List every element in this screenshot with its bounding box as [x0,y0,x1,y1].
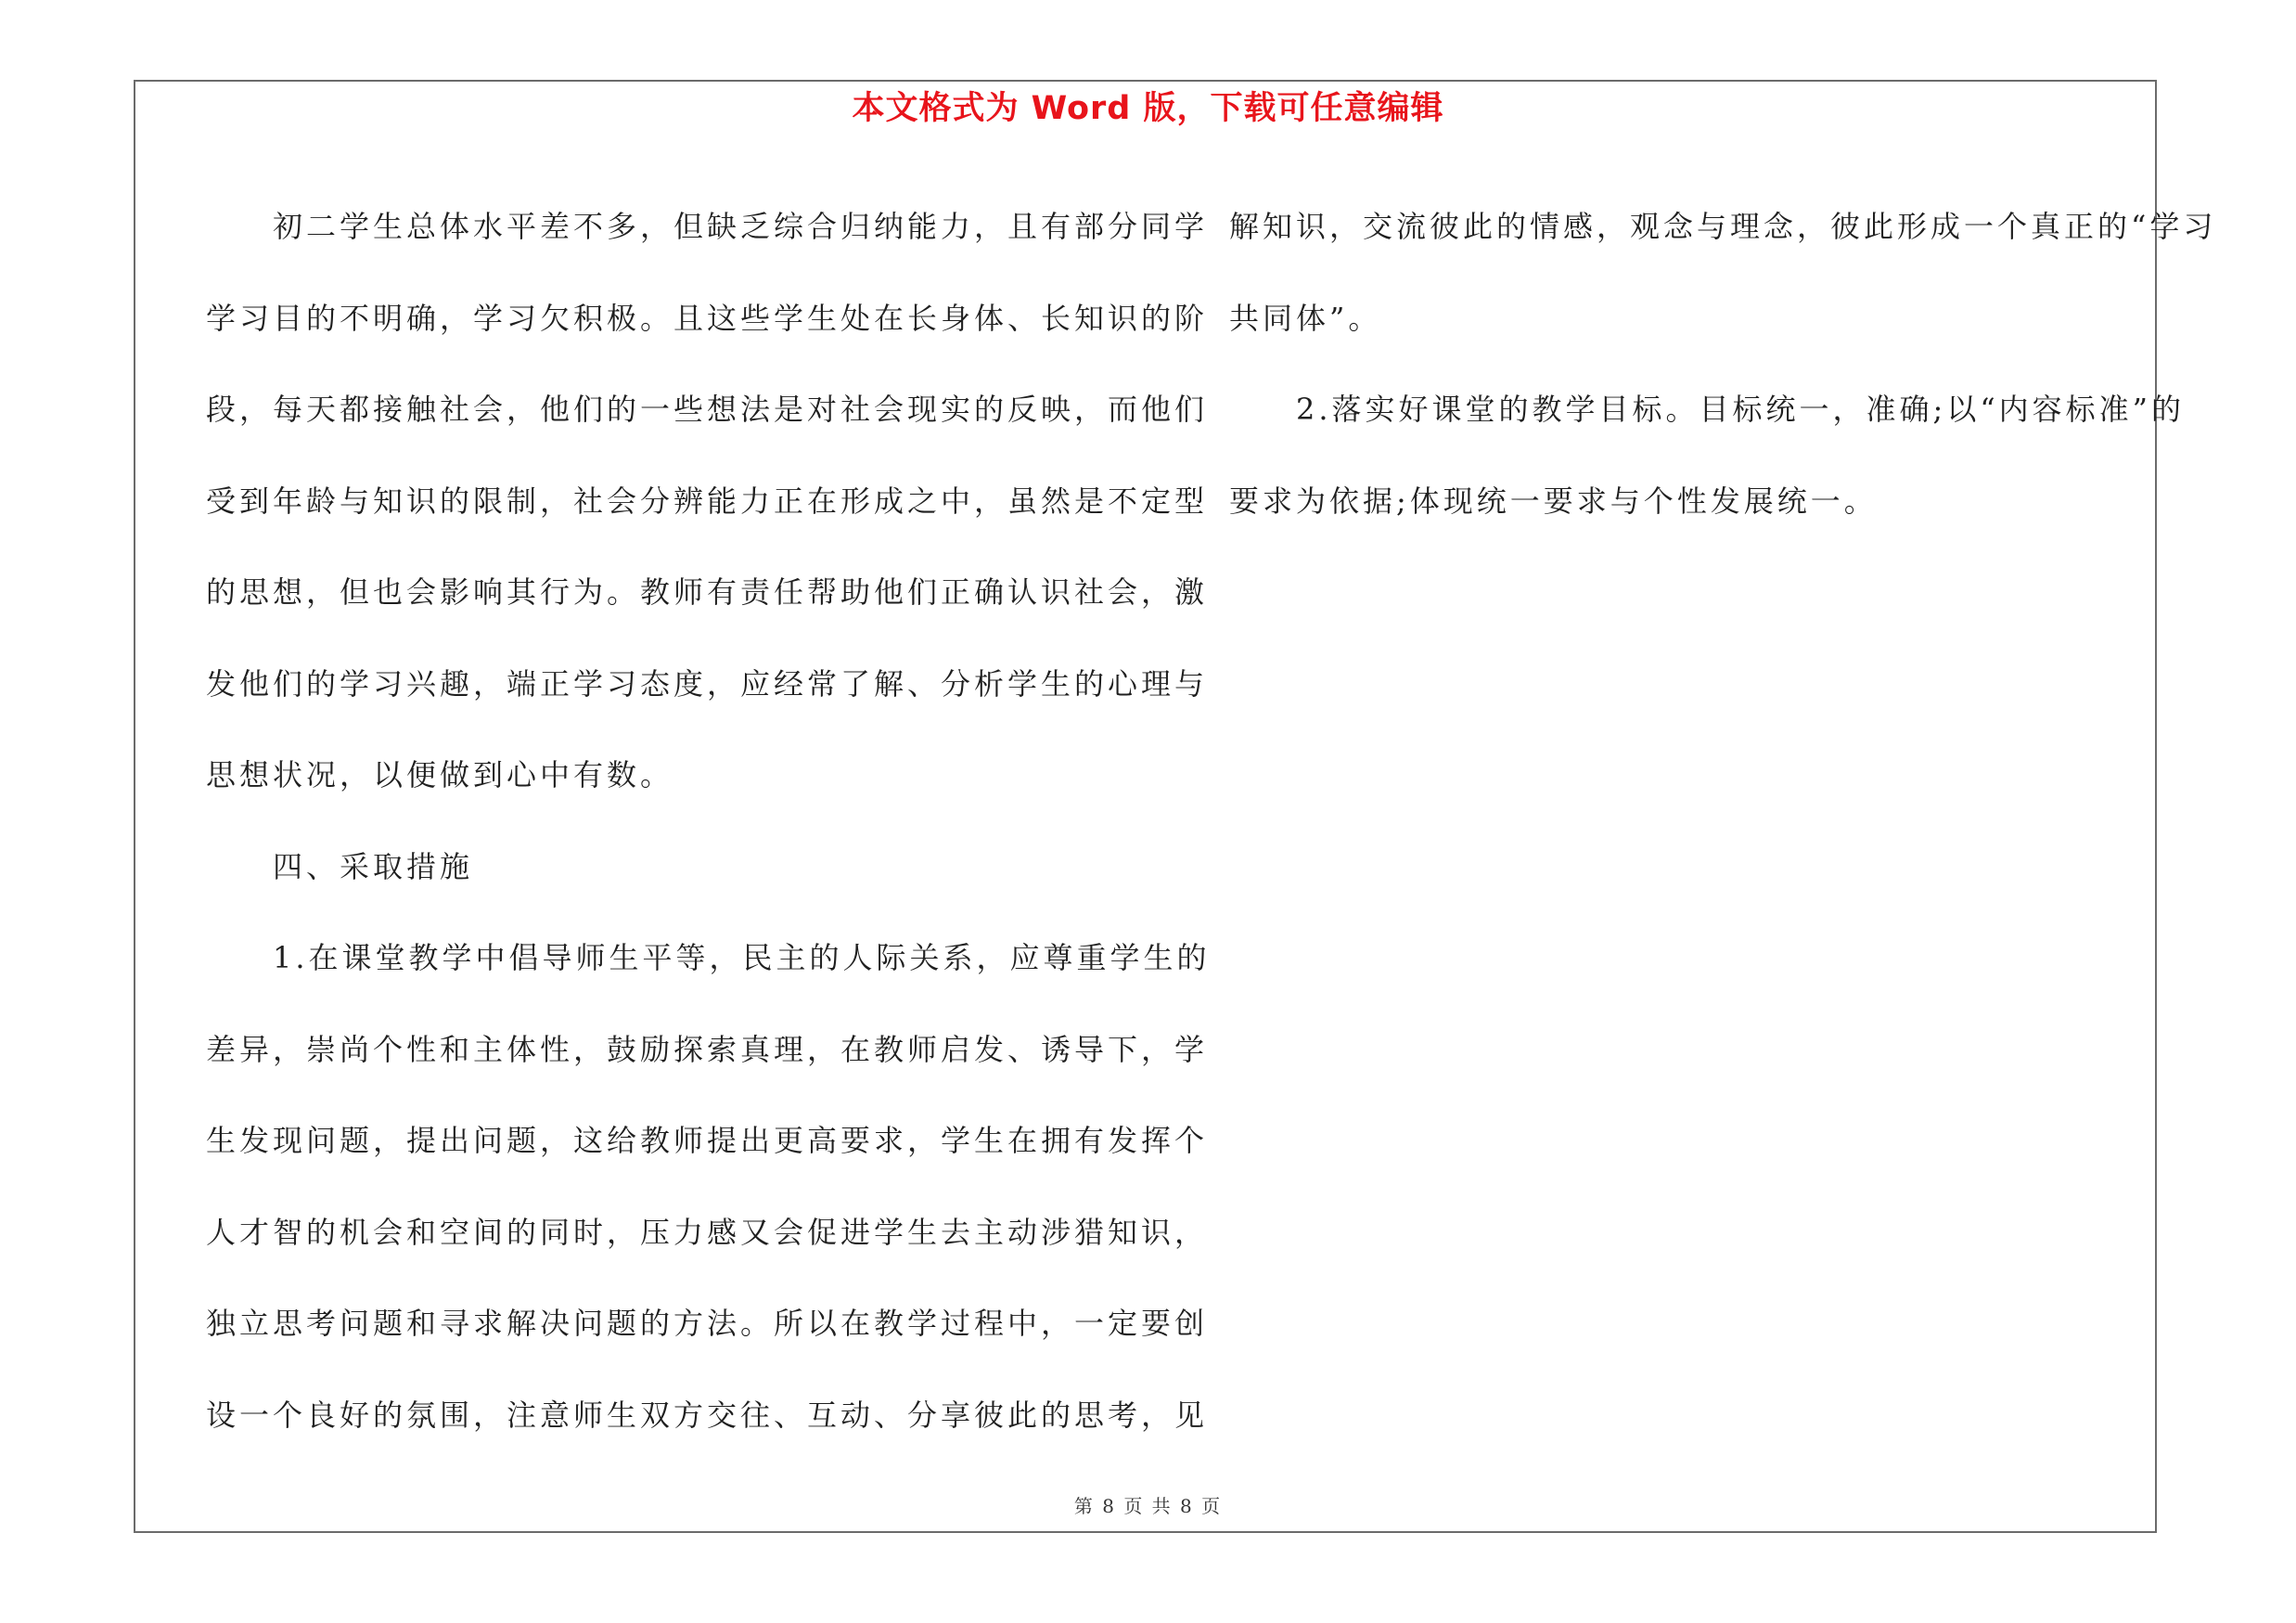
paragraph-line: 段，每天都接触社会，他们的一些想法是对社会现实的反映，而他们 [206,392,1209,427]
left-text-column [206,181,1211,1461]
paragraph-line: 思想状况，以便做到心中有数。 [206,757,674,792]
paragraph-line: 独立思考问题和寻求解决问题的方法。所以在教学过程中，一定要创 [206,1306,1209,1341]
paragraph-line: 2.落实好课堂的教学目标。目标统一，准确;以“内容标准”的 [1229,392,2186,427]
paragraph-line: 共同体”。 [1229,300,1382,336]
paragraph-line: 生发现问题，提出问题，这给教师提出更高要求，学生在拥有发挥个 [206,1123,1209,1158]
paragraph-line: 解知识，交流彼此的情感，观念与理念，彼此形成一个真正的“学习 [1229,209,2217,244]
paragraph-line: 初二学生总体水平差不多，但缺乏综合归纳能力，且有部分同学 [206,209,1209,244]
paragraph-line: 发他们的学习兴趣，端正学习态度，应经常了解、分析学生的心理与 [206,665,1209,702]
paragraph-line: 的思想，但也会影响其行为。教师有责任帮助他们正确认识社会，激 [206,574,1209,610]
section-heading: 四、采取措施 [206,848,474,884]
paragraph-line: 学习目的不明确，学习欠积极。且这些学生处在长身体、长知识的阶 [206,300,1209,336]
paragraph-line: 受到年龄与知识的限制，社会分辨能力正在形成之中，虽然是不定型 [206,483,1209,519]
paragraph-line: 设一个良好的氛围，注意师生双方交往、互动、分享彼此的思考，见 [206,1397,1209,1433]
paragraph-line: 人才智的机会和空间的同时，压力感又会促进学生去主动涉猎知识， [206,1214,1209,1250]
paragraph-line: 1.在课堂教学中倡导师生平等，民主的人际关系，应尊重学生的 [206,940,1211,975]
right-text-column [1229,181,2217,547]
paragraph-line: 要求为依据;体现统一要求与个性发展统一。 [1229,483,1878,519]
format-notice-banner: 本文格式为 Word 版，下载可任意编辑 [852,90,1444,127]
paragraph-line: 差异，崇尚个性和主体性，鼓励探索真理，在教师启发、诱导下，学 [206,1031,1209,1067]
page-number-footer: 第 8 页 共 8 页 [1073,1495,1223,1517]
